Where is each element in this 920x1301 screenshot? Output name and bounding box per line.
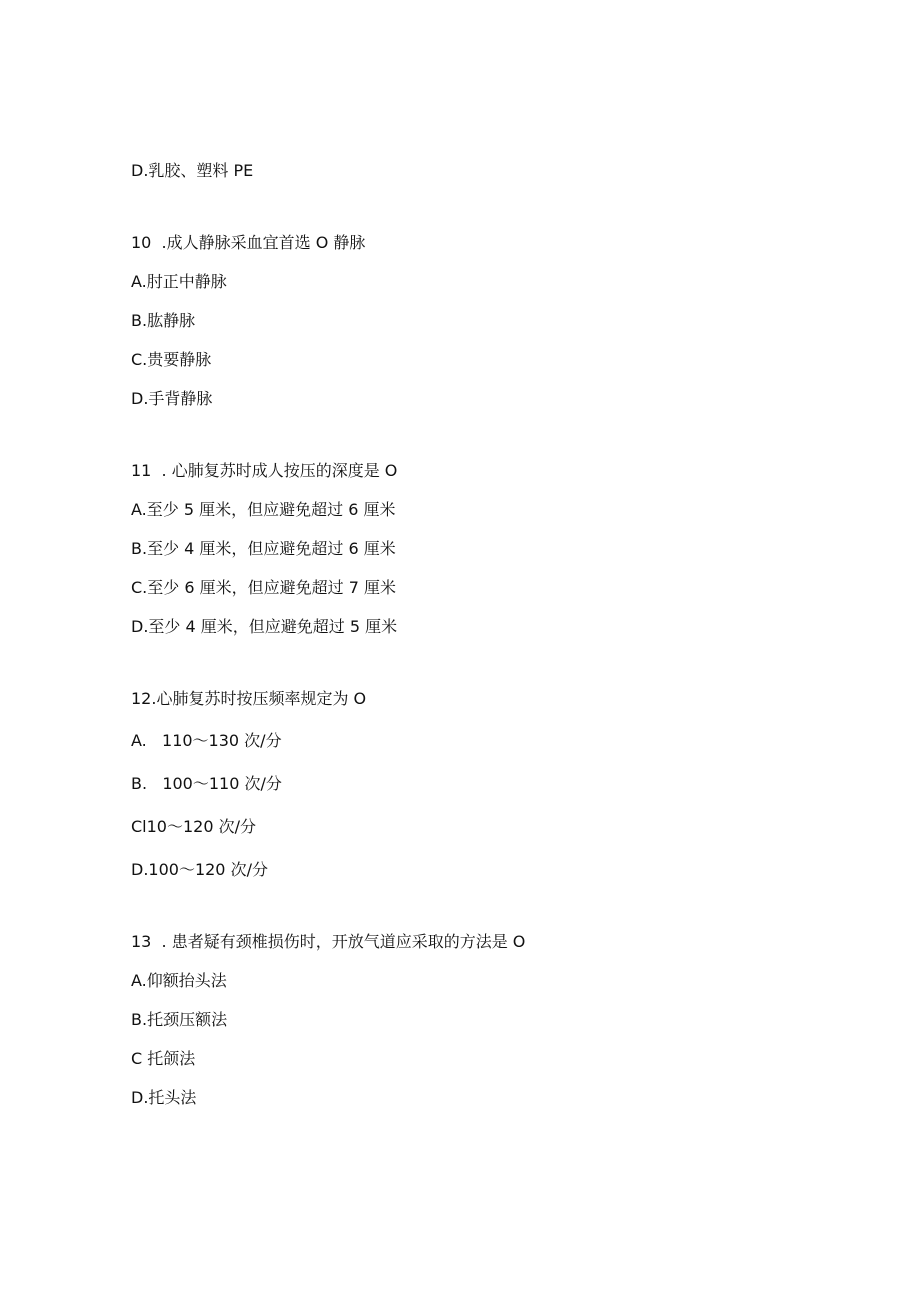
option-b-q10: B.肱静脉 (131, 311, 196, 330)
option-d-q11: D.至少 4 厘米，但应避免超过 5 厘米 (131, 617, 398, 636)
option-c-q11: C.至少 6 厘米，但应避免超过 7 厘米 (131, 578, 396, 597)
option-a-q10: A.肘正中静脉 (131, 272, 227, 291)
option-d-q12: D.100～120 次/分 (131, 860, 268, 879)
question-11: 11 . 心肺复苏时成人按压的深度是 O (131, 461, 398, 480)
option-a-q13: A.仰额抬头法 (131, 971, 227, 990)
option-b-q13: B.托颈压额法 (131, 1010, 228, 1029)
option-b-q11: B.至少 4 厘米，但应避免超过 6 厘米 (131, 539, 396, 558)
option-d-q9: D.乳胶、塑料 PE (131, 161, 254, 180)
option-b-q12: B. 100～110 次/分 (131, 774, 282, 793)
question-13: 13 . 患者疑有颈椎损伤时，开放气道应采取的方法是 O (131, 932, 526, 951)
question-10: 10 .成人静脉采血宜首选 O 静脉 (131, 233, 366, 252)
option-c-q12: Cl10～120 次/分 (131, 817, 256, 836)
option-c-q10: C.贵要静脉 (131, 350, 212, 369)
option-a-q11: A.至少 5 厘米，但应避免超过 6 厘米 (131, 500, 396, 519)
question-12: 12.心肺复苏时按压频率规定为 O (131, 689, 367, 708)
option-a-q12: A. 110～130 次/分 (131, 731, 282, 750)
option-c-q13: C 托颌法 (131, 1049, 196, 1068)
option-d-q13: D.托头法 (131, 1088, 197, 1107)
option-d-q10: D.手背静脉 (131, 389, 213, 408)
